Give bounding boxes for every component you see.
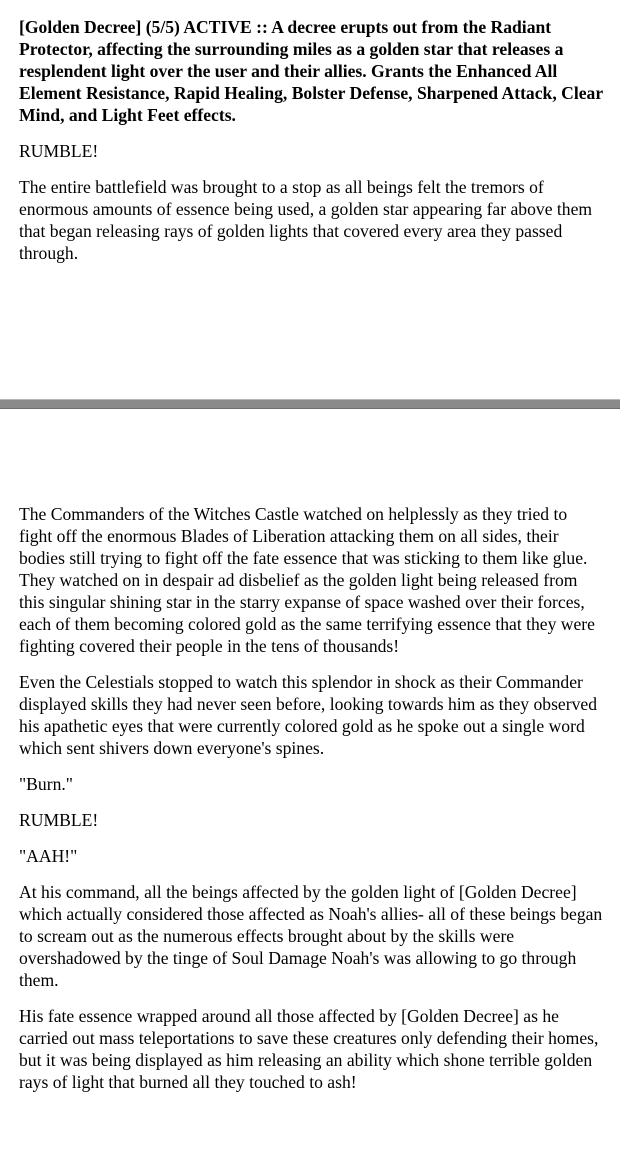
story-paragraph: His fate essence wrapped around all those affected by [Golden Decree] as he carried out mass teleportations to save these creatures only defending their homes, but it was being displayed as him releasing an ability which shone terrible golden rays of light that burned all they touched to ash! <box>19 1006 599 1092</box>
story-paragraph: The Commanders of the Witches Castle watched on helplessly as they tried to fight off the enormous Blades of Liberation attacking them on all sides, their bodies still trying to fight off the fate essence that was sticking to them like glue. They watched on in despair ad disbelief as the golden light being released from this singular shining star in the starry expanse of space washed over their forces, each of them becoming colored gold as the same terrifying essence that they were fighting covered their people in the tens of thousands! <box>19 504 595 656</box>
sound-effect-text: RUMBLE! <box>19 810 99 830</box>
page-divider <box>0 399 620 409</box>
skill-description: [Golden Decree] (5/5) ACTIVE :: A decree erupts out from the Radiant Protector, affecting the surrounding miles as a golden star that releases a resplendent light over the user and their allies. Grants the Enhanced All Element Resistance, Rapid Healing, Bolster Defense, Sharpened Attack, Clear Mind, and Light Feet effects. <box>19 17 603 125</box>
story-paragraph: The entire battlefield was brought to a stop as all beings felt the tremors of enormous amounts of essence being used, a golden star appearing far above them that began releasing rays of golden lights that covered every area they passed through. <box>19 177 593 263</box>
sound-effect-text: RUMBLE! <box>19 141 99 161</box>
story-paragraph: Even the Celestials stopped to watch this splendor in shock as their Commander displayed skills they had never seen before, looking towards him as they observed his apathetic eyes that were currently colored gold as he spoke out a single word which sent shivers down everyone's spines. <box>19 672 598 758</box>
dialogue-line: "AAH!" <box>19 846 78 866</box>
dialogue-line: "Burn." <box>19 774 73 794</box>
story-paragraph: At his command, all the beings affected by the golden light of [Golden Decree] which actually considered those affected as Noah's allies- all of these beings began to scream out as the numerous effects brought about by the skills were overshadowed by the tinge of Soul Damage Noah's was allowing to go through them. <box>19 882 603 990</box>
bottom-text-section <box>0 481 620 1107</box>
top-text-section <box>0 0 620 278</box>
